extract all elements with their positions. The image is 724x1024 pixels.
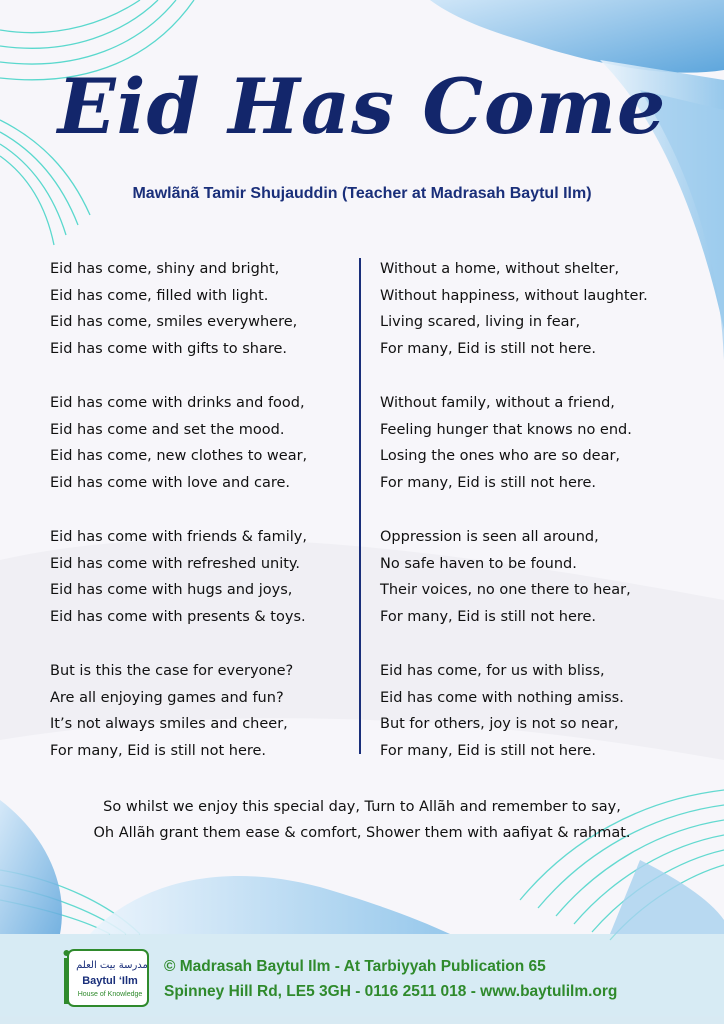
poem-line: But for others, joy is not so near,	[380, 716, 619, 732]
poem-line: Without a home, without shelter,	[380, 261, 620, 277]
poem-left-column	[50, 256, 350, 792]
closing-line: So whilst we enjoy this special day, Turn to Allãh and remember to say,	[103, 799, 621, 815]
stanza	[380, 256, 710, 362]
poem-line: But is this the case for everyone?	[50, 663, 294, 679]
footer-text	[164, 954, 617, 1004]
poem-line: For many, Eid is still not here.	[380, 608, 597, 625]
footer-address: Spinney Hill Rd, LE5 3GH - 0116 2511 018 - www.baytulilm.org	[164, 983, 618, 1000]
poem-line: For many, Eid is still not here.	[380, 474, 597, 491]
stanza	[50, 658, 350, 764]
poem-line: Eid has come with gifts to share.	[50, 340, 288, 357]
footer	[0, 934, 724, 1024]
poem-line: Feeling hunger that knows no end.	[380, 421, 632, 438]
poem-line: Without happiness, without laughter.	[380, 287, 648, 304]
poem-line: For many, Eid is still not here.	[50, 742, 267, 759]
poem-line: Oppression is seen all around,	[380, 529, 599, 545]
poem-line: For many, Eid is still not here.	[380, 340, 597, 357]
logo-arabic: مدرسة بيت العلم	[76, 960, 148, 971]
logo-tagline: House of Knowledge	[77, 991, 143, 998]
poem-line: Eid has come with friends & family,	[50, 529, 307, 545]
poem-line: Eid has come with hugs and joys,	[50, 582, 293, 598]
footer-copyright: © Madrasah Baytul Ilm - At Tarbiyyah Publication 65	[164, 958, 546, 975]
poem-line: It’s not always smiles and cheer,	[50, 716, 288, 732]
poem-line: Losing the ones who are so dear,	[380, 448, 621, 464]
stanza	[50, 524, 350, 630]
poem-line: Their voices, no one there to hear,	[380, 582, 631, 598]
poem-line: Eid has come, for us with bliss,	[380, 663, 605, 679]
poem-line: Eid has come, filled with light.	[50, 287, 269, 304]
stanza	[50, 390, 350, 496]
poem-line: Are all enjoying games and fun?	[50, 689, 284, 706]
poem-line: No safe haven to be found.	[380, 555, 577, 572]
baytul-ilm-logo	[62, 944, 152, 1010]
poem-line: Living scared, living in fear,	[380, 314, 581, 330]
logo-name: Baytul ‘Ilm	[82, 975, 138, 987]
poem-line: Eid has come, new clothes to wear,	[50, 448, 308, 464]
author-credit: Mawlãnã Tamir Shujauddin (Teacher at Madrasah Baytul Ilm)	[132, 185, 592, 202]
stanza	[380, 658, 710, 764]
poem-line: Eid has come and set the mood.	[50, 421, 285, 438]
poem-line: Eid has come, shiny and bright,	[50, 261, 280, 277]
poem-line: Eid has come with love and care.	[50, 474, 291, 491]
poem-line: Eid has come with presents & toys.	[50, 608, 306, 625]
poem-line: Eid has come with drinks and food,	[50, 395, 305, 411]
poem-line: Eid has come with nothing amiss.	[380, 689, 624, 706]
closing-line: Oh Allãh grant them ease & comfort, Shower them with aafiyat & rahmat.	[93, 825, 631, 841]
poem-title: Eid Has Come	[57, 62, 667, 151]
stanza	[50, 256, 350, 362]
poem-line: Eid has come with refreshed unity.	[50, 555, 301, 572]
poem-line: For many, Eid is still not here.	[380, 742, 597, 759]
stanza	[380, 390, 710, 496]
poem-line: Eid has come, smiles everywhere,	[50, 314, 298, 330]
poem-line: Without family, without a friend,	[380, 395, 615, 411]
column-divider	[359, 258, 361, 754]
closing-couplet	[0, 794, 724, 846]
poem-right-column	[380, 256, 710, 792]
stanza	[380, 524, 710, 630]
